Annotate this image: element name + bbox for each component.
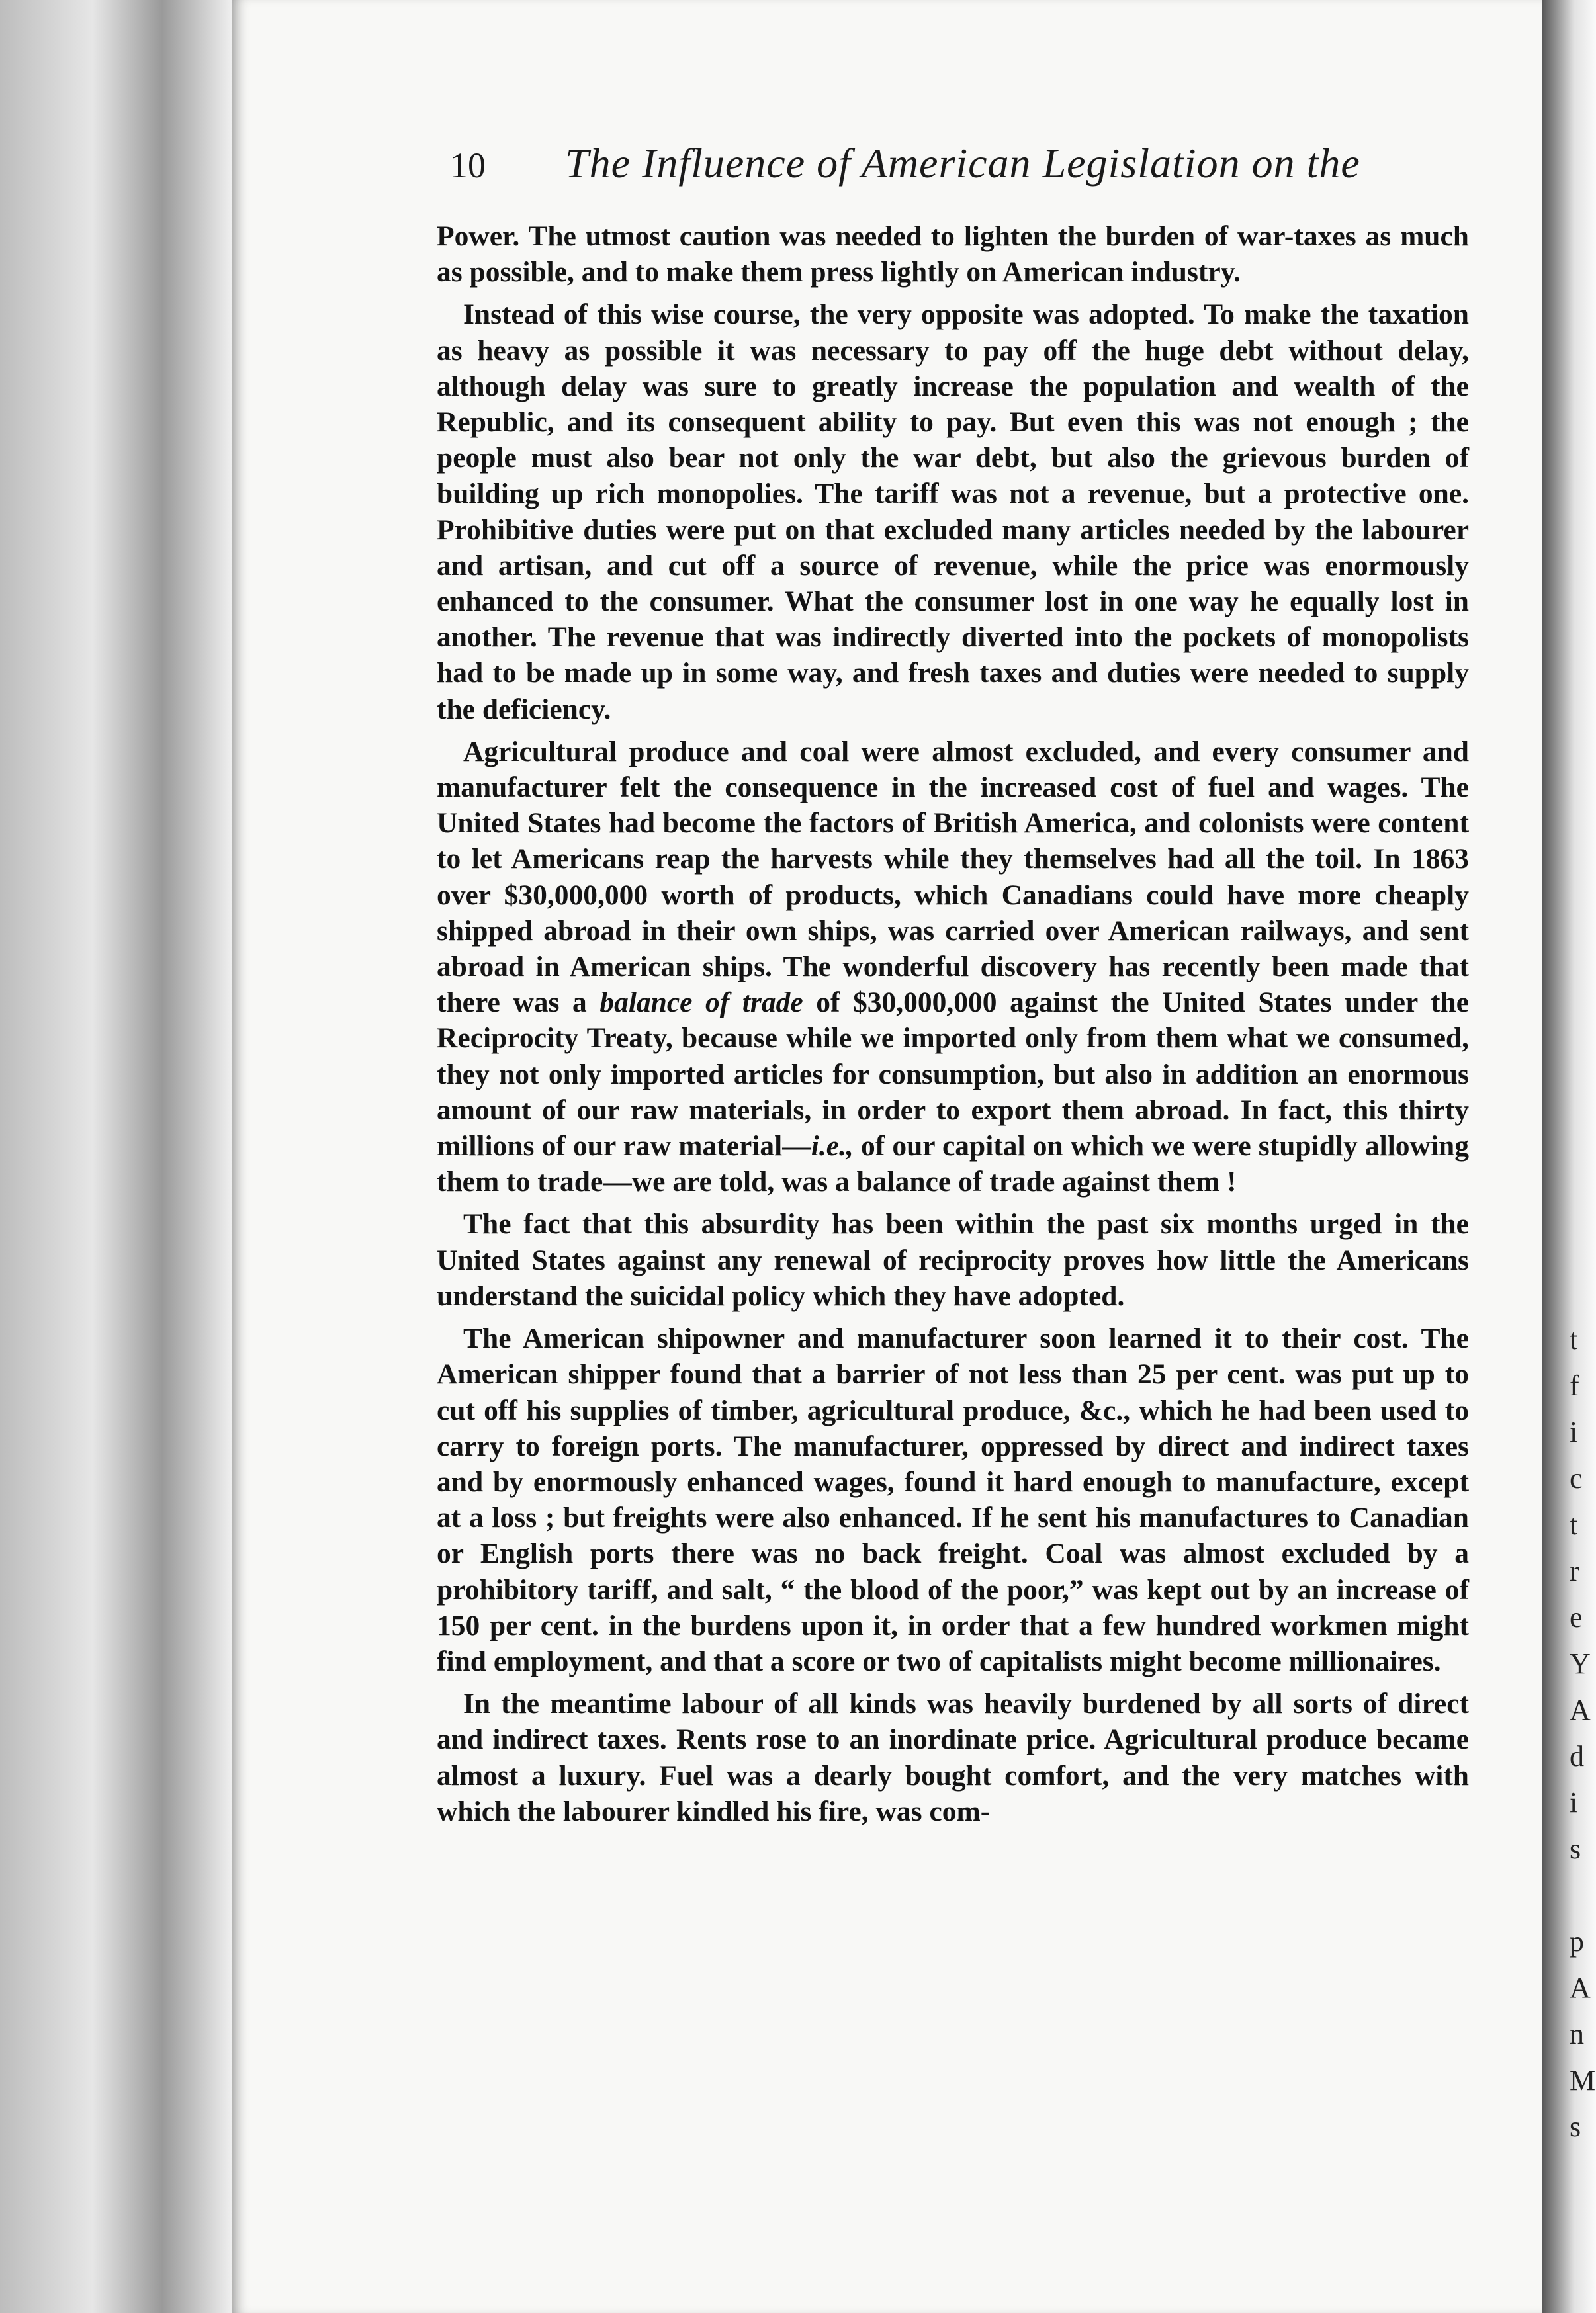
margin-letter: A bbox=[1570, 1694, 1591, 1726]
running-header bbox=[450, 139, 1376, 212]
italic-phrase: balance of trade bbox=[599, 986, 803, 1019]
paragraph: In the meantime labour of all kinds was heavily burdened by all sorts of direct and indirect taxes. Rents rose to an inordinate price. Agricultural produce became almost a luxury. Fuel was a dearly bought comfort, and the very matches with which the labourer kindled his fire, was com- bbox=[437, 1688, 1469, 1827]
paragraph-text: of $30,000,000 against the United States under the Reciprocity Treaty, because while we imported only from them what we consumed, they not only imported articles for consumption, but also in addition an enormous amount of our raw materials, in order to export them abroad. In fact, this thirty millions of our raw material— bbox=[437, 986, 1470, 1162]
margin-letter: M bbox=[1570, 2064, 1596, 2097]
paragraph-text: Agricultural produce and coal were almost excluded, and every consumer and manufacturer felt the consequence in the increased cost of fuel and wages. The United States had become the factors of British America, and colonists were content to let Americans reap the harvests while they themselves had all the toil. In 1863 over $30,000,000 worth of products, which Canadians could have more cheaply shipped abroad in their own ships, was carried over American railways, and sent abroad in American ships. The wonderful discovery has recently been made that there was a bbox=[437, 735, 1469, 1019]
paragraph: Power. The utmost caution was needed to lighten the burden of war-taxes as much as possible, and to make them press lightly on American industry. bbox=[437, 220, 1469, 288]
running-title: The Influence of American Legislation on the bbox=[565, 140, 1360, 187]
margin-letter: c bbox=[1570, 1462, 1583, 1495]
scan-left-edge bbox=[0, 0, 232, 2313]
margin-letter: f bbox=[1570, 1370, 1579, 1402]
paragraph-text: of our capital on which we were stupidly allowing them to trade—we are told, was a balance of trade against them ! bbox=[437, 1130, 1469, 1198]
margin-letter: d bbox=[1570, 1740, 1584, 1772]
margin-letter: t bbox=[1570, 1508, 1578, 1541]
body-text bbox=[437, 218, 1469, 1836]
paragraph: The fact that this absurdity has been within the past six months urged in the United States against any renewal of reciprocity proves how little the Americans understand the suicidal policy which they have adopted. bbox=[437, 1208, 1469, 1312]
margin-letter: A bbox=[1570, 1972, 1591, 2004]
margin-letter: p bbox=[1570, 1925, 1584, 1958]
page-number: 10 bbox=[450, 146, 486, 185]
margin-letter: e bbox=[1570, 1601, 1583, 1634]
margin-letter: i bbox=[1570, 1786, 1578, 1819]
paragraph: Instead of this wise course, the very opposite was adopted. To make the taxation as heavy as possible it was necessary to pay off the huge debt without delay, although delay was sure to greatly increase the population and wealth of the Republic, and its consequent ability to pay. But even this was not enough ; the people must also bear not only the war debt, but also the grievous burden of building up rich monopolies. The tariff was not a revenue, but a protective one. Prohibitive duties were put on that excluded many articles needed by the labourer and artisan, and cut off a source of revenue, while the price was enormously enhanced to the consumer. What the consumer lost in one way he equally lost in another. The revenue that was indirectly diverted into the pockets of monopolists had to be made up in some way, and fresh taxes and duties were needed to supply the deficiency. bbox=[437, 298, 1469, 725]
margin-letter: s bbox=[1570, 2111, 1581, 2143]
margin-letter: t bbox=[1570, 1323, 1578, 1356]
paragraph bbox=[437, 734, 1469, 1200]
margin-letter: s bbox=[1570, 1833, 1581, 1865]
margin-letter: Y bbox=[1570, 1647, 1591, 1680]
facing-page-margin-letters bbox=[1570, 1317, 1596, 2150]
margin-letter: i bbox=[1570, 1416, 1578, 1448]
margin-letter: n bbox=[1570, 2018, 1584, 2050]
italic-phrase: i.e., bbox=[811, 1130, 854, 1162]
paragraph: The American shipowner and manufacturer soon learned it to their cost. The American shipper found that a barrier of not less than 25 per cent. was put up to cut off his supplies of timber, agricultural produce, &c., which he had been used to carry to foreign ports. The manufacturer, oppressed by direct and indirect taxes and by enormously enhanced wages, found it hard enough to manufacture, except at a loss ; but freights were also enhanced. If he sent his manufactures to Canadian or English ports there was no back freight. Coal was almost excluded by a prohibitory tariff, and salt, “ the blood of the poor,” was kept out by an increase of 150 per cent. in the burdens upon it, in order that a few hundred workmen might find employment, and that a score or two of capitalists might become millionaires. bbox=[437, 1323, 1469, 1677]
margin-letter: r bbox=[1570, 1555, 1579, 1587]
